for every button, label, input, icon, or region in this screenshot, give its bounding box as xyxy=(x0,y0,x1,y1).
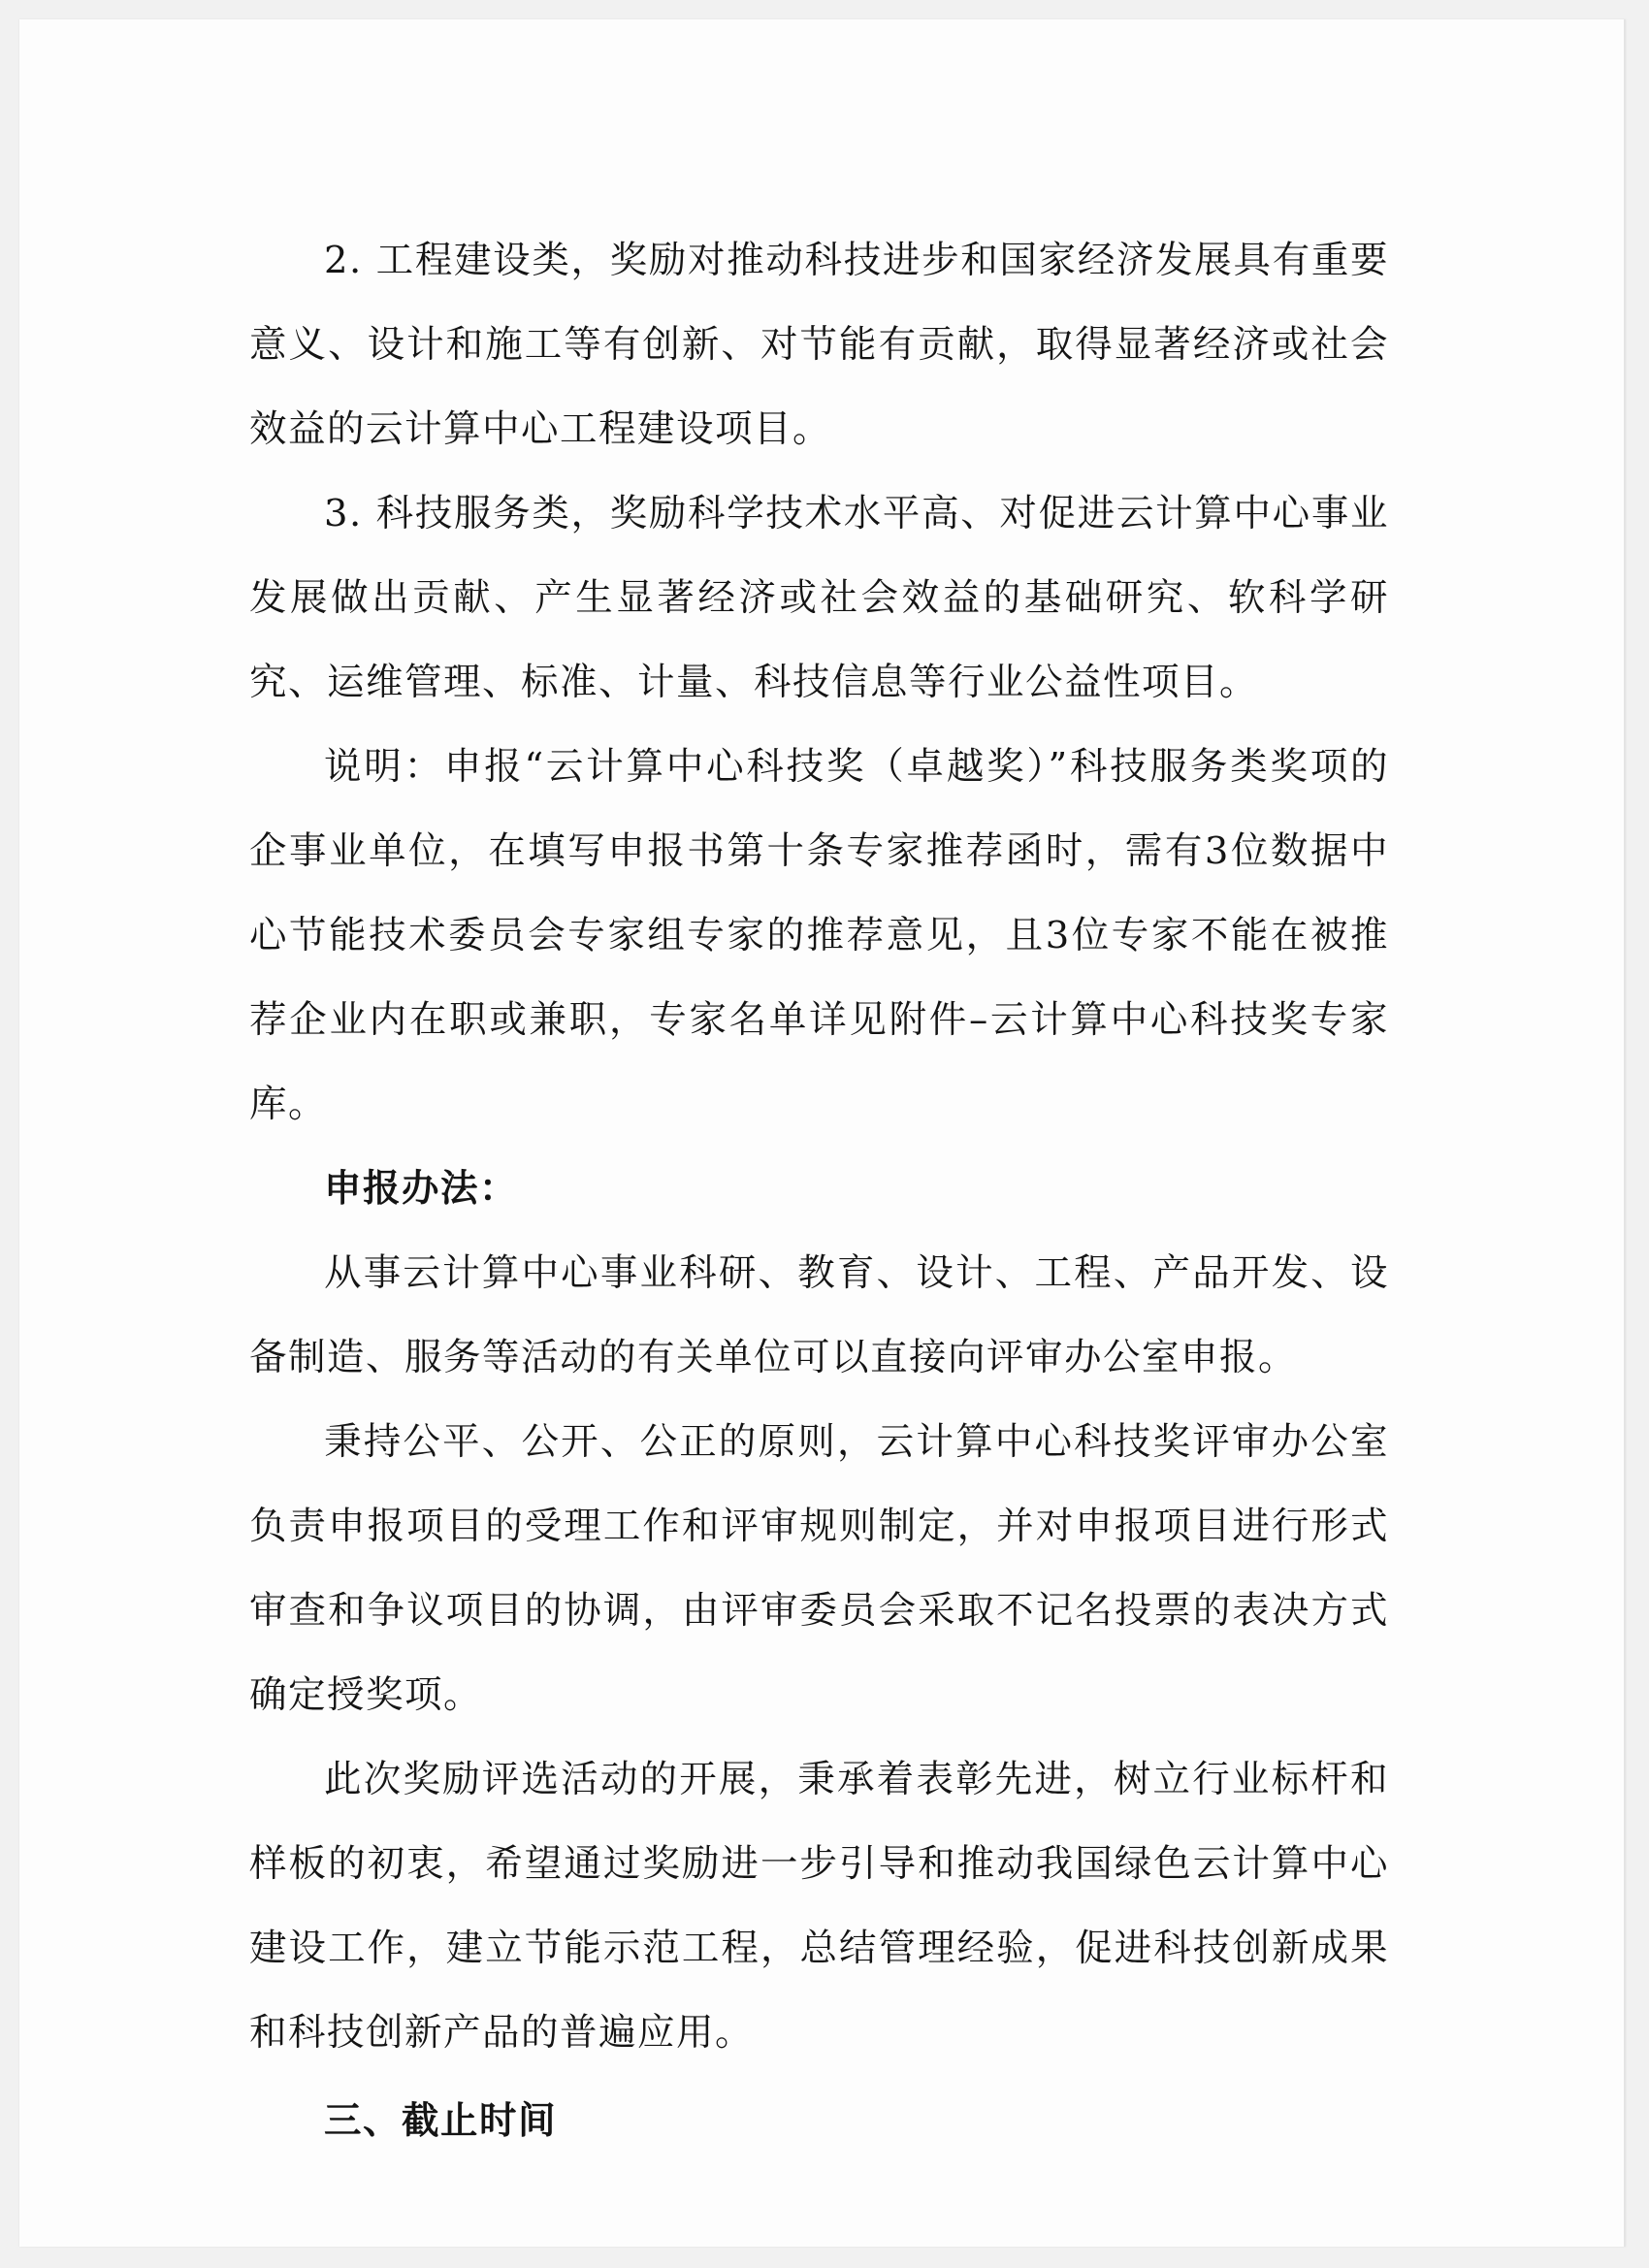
heading-application-method: 申报办法： xyxy=(324,1167,519,1211)
paragraph-purpose: 此次奖励评选活动的开展，秉承着表彰先进，树立行业标杆和样板的初衷，希望通过奖励进一步引导和推动我国绿色云计算中心建设工作，建立节能示范工程，总结管理经验，促进科技创新成果和科技创新产品的普遍应用。 xyxy=(249,1758,1389,2055)
paragraph-engineering-category: 2. 工程建设类，奖励对推动科技进步和国家经济发展具有重要意义、设计和施工等有创新、对节能有贡献，取得显著经济或社会效益的云计算中心工程建设项目。 xyxy=(249,239,1389,451)
document-page xyxy=(19,19,1626,2247)
paragraph-service-category: 3. 科技服务类，奖励科学技术水平高、对促进云计算中心事业发展做出贡献、产生显著经济或社会效益的基础研究、软科学研究、运维管理、标准、计量、科技信息等行业公益性项目。 xyxy=(249,492,1389,704)
paragraph-note: 说明：申报“云计算中心科技奖（卓越奖）”科技服务类奖项的企事业单位，在填写申报书第十条专家推荐函时，需有3位数据中心节能技术委员会专家组专家的推荐意见，且3位专家不能在被推荐企业内在职或兼职，专家名单详见附件–云计算中心科技奖专家库。 xyxy=(249,745,1389,1126)
paragraph-eligible-units: 从事云计算中心事业科研、教育、设计、工程、产品开发、设备制造、服务等活动的有关单位可以直接向评审办公室申报。 xyxy=(249,1251,1389,1379)
heading-deadline: 三、截止时间 xyxy=(324,2099,558,2143)
paragraph-review-principles: 秉持公平、公开、公正的原则，云计算中心科技奖评审办公室负责申报项目的受理工作和评审规则制定，并对申报项目进行形式审查和争议项目的协调，由评审委员会采取不记名投票的表决方式确定授奖项。 xyxy=(249,1420,1389,1717)
document-body xyxy=(249,218,1389,2163)
